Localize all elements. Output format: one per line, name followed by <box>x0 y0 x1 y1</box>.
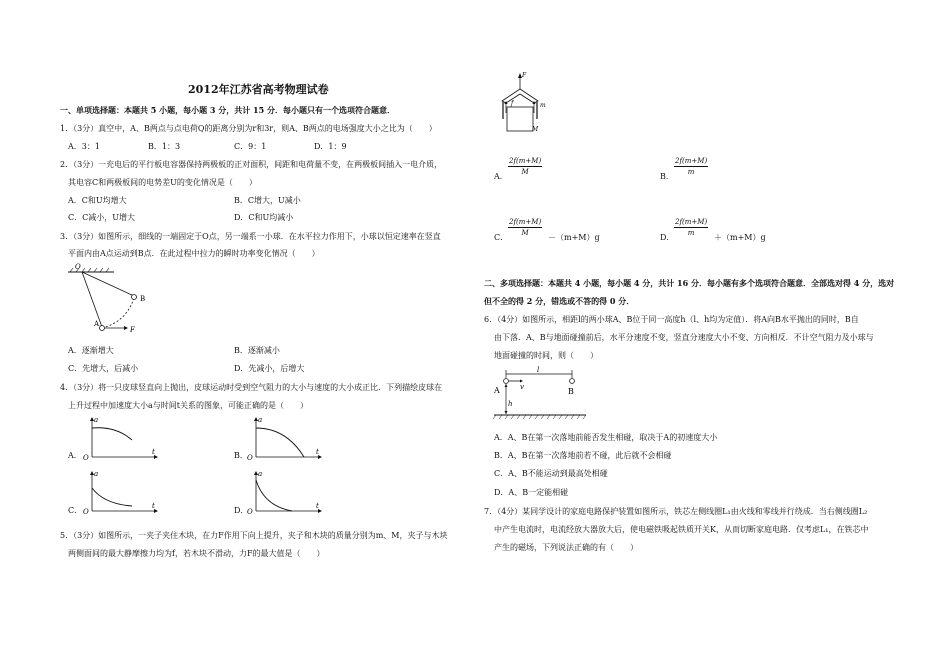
q5d-denominator: m <box>687 229 695 237</box>
q3-label-b: B <box>140 295 146 303</box>
q5-fig-label-F: F <box>522 72 527 79</box>
q5-option-c-tail: －（m+M）g <box>548 233 600 242</box>
q5d-numerator: 2f(m+M) <box>675 218 708 226</box>
q1-stem: 1．（3分）真空中，A、B两点与点电荷Q的距离分别为r和3r，则A、B两点的电场强度大小之比为（ ） <box>60 124 437 133</box>
q4d-origin-label: O <box>247 508 253 516</box>
q4b-axis-y-label: a <box>258 416 263 424</box>
q5-option-d-fraction <box>674 218 708 237</box>
q3-option-d: D．先减小，后增大 <box>234 364 305 373</box>
q5c-denominator: M <box>521 229 529 237</box>
q4d-axis-x-label: t <box>316 502 319 510</box>
q3-pendulum-figure <box>60 262 160 340</box>
section2-heading-line2: 但不全的得 2 分，错选或不答的得 0 分． <box>484 296 635 306</box>
q6-figure <box>490 364 590 424</box>
q1-option-a: A．3：1 <box>68 142 100 151</box>
q1-option-c: C．9：1 <box>234 142 267 151</box>
q5b-denominator: m <box>687 168 695 176</box>
q4-option-b: B． <box>234 451 248 460</box>
q5-option-a: A． <box>494 172 508 181</box>
section2-heading-line1: 二、多项选择题：本题共 4 小题，每小题 4 分，共计 16 分．每小题有多个选项符合题意．全部选对得 4 分，选对 <box>484 278 895 288</box>
q5c-numerator: 2f(m+M) <box>509 218 542 226</box>
q5-stem-line2: 两侧面间的最大静摩擦力均为f，若木块不滑动，力F的最大值是（ ） <box>68 549 325 558</box>
q4-graph-c <box>82 470 162 516</box>
q4b-axis-x-label: t <box>316 448 319 456</box>
q3-option-b: B．逐渐减小 <box>234 346 280 355</box>
q5b-numerator: 2f(m+M) <box>675 157 708 165</box>
q2-option-a: A．C和U均增大 <box>68 196 127 205</box>
q6-stem-line2: 由下落．A、B与地面碰撞前后，水平分速度不变，竖直分速度大小不变、方向相反．不计空气阻力及小球与 <box>494 333 874 342</box>
q6-label-h: h <box>508 400 513 408</box>
q4d-axis-y-label: a <box>258 470 263 478</box>
q7-stem-line1: 7．（4分）某同学设计的家庭电路保护装置如图所示，铁芯左侧线圈L₁由火线和零线并行绕成．当右侧线圈L₂ <box>484 507 868 516</box>
q5-clip-figure <box>490 71 550 137</box>
q5-option-d-tail: ＋（m+M）g <box>714 233 766 242</box>
q4-stem-line1: 4．（3分）将一只皮球竖直向上抛出，皮球运动时受到空气阻力的大小与速度的大小成正比．下列描绘皮球在 <box>60 383 443 392</box>
q2-stem-line2: 其电容C和两极板间的电势差U的变化情况是（ ） <box>68 178 257 187</box>
q6-label-l: l <box>537 366 540 374</box>
q7-stem-line3: 产生的磁场，下列说法正确的有（ ） <box>494 543 638 552</box>
q3-option-c: C．先增大，后减小 <box>68 364 139 373</box>
q5a-denominator: M <box>521 168 529 176</box>
q3-stem-line1: 3．（3分）如图所示，细线的一端固定于O点，另一端系一小球．在水平拉力作用下，小球以恒定速率在竖直 <box>60 232 441 241</box>
q1-option-d: D．1：9 <box>314 142 347 151</box>
q4-graph-b <box>246 416 326 462</box>
q4c-axis-y-label: a <box>94 470 99 478</box>
q5-option-b: B． <box>660 172 674 181</box>
q1-option-b: B．1：3 <box>148 142 181 151</box>
q4-graph-d <box>246 470 326 516</box>
q5-option-b-fraction <box>674 157 708 176</box>
q4a-origin-label: O <box>83 454 89 462</box>
q5-option-d: D． <box>660 233 675 242</box>
q5-option-c: C． <box>494 233 509 242</box>
q3-label-a: A <box>94 320 100 328</box>
q4c-origin-label: O <box>83 508 89 516</box>
q6-option-d: D．A、B一定能相碰 <box>494 488 569 497</box>
q4a-axis-x-label: t <box>152 448 155 456</box>
q4-option-c: C． <box>68 506 83 515</box>
q3-stem-line2: 平面内由A点运动到B点．在此过程中拉力的瞬时功率变化情况（ ） <box>68 249 320 258</box>
q4c-axis-x-label: t <box>152 502 155 510</box>
q4-option-d: D． <box>234 506 249 515</box>
q6-option-b: B．A、B在第一次落地前若不碰，此后就不会相碰 <box>494 451 672 460</box>
q2-stem-line1: 2．（3分）一充电后的平行板电容器保持两极板的正对面积，间距和电荷量不变，在两极板间插入一电介质， <box>60 160 443 169</box>
q5-option-c-fraction <box>508 218 542 237</box>
q6-stem-line3: 地面碰撞的时间，则（ ） <box>494 351 598 360</box>
q6-option-a: A．A、B在第一次落地前能否发生相碰，取决于A的初速度大小 <box>494 433 718 442</box>
q4a-axis-y-label: a <box>94 416 99 424</box>
q5a-numerator: 2f(m+M) <box>509 157 542 165</box>
q4-stem-line2: 上升过程中加速度大小a与时间t关系的图象，可能正确的是（ ） <box>68 401 308 410</box>
q2-option-b: B．C增大，U减小 <box>234 196 301 205</box>
q6-label-a: A <box>494 386 500 395</box>
q4-option-a: A． <box>68 451 82 460</box>
section1-heading: 一、单项选择题：本题共 5 小题，每小题 3 分，共计 15 分．每小题只有一个选项符合题意． <box>60 105 395 115</box>
q2-option-c: C．C减小，U增大 <box>68 213 135 222</box>
q5-fig-label-m: m <box>540 102 546 109</box>
q6-option-c: C．A、B不能运动到最高处相碰 <box>494 469 608 478</box>
q4b-origin-label: O <box>247 454 253 462</box>
q6-label-v: v <box>520 383 524 391</box>
q3-label-f: F <box>130 326 135 334</box>
q5-stem-line1: 5．（3分）如图所示，一夹子夹住木块，在力F作用下向上提升，夹子和木块的质量分别为m、M，夹子与木块 <box>60 531 448 540</box>
q5-option-a-fraction <box>508 157 542 176</box>
q5-fig-label-f: f <box>511 100 514 107</box>
q6-stem-line1: 6．（4分）如图所示，相距l的两小球A、B位于同一高度h（l、h均为定值）．将A向B水平抛出的同时，B自 <box>484 315 859 324</box>
q7-stem-line2: 中产生电流时，电流经放大器放大后，使电磁铁吸起铁质开关K，从而切断家庭电路．仅考虑L₁，在铁芯中 <box>494 525 869 534</box>
q3-label-o: O <box>75 263 81 271</box>
q4-graph-a <box>82 416 162 462</box>
q2-option-d: D．C和U均减小 <box>234 213 294 222</box>
q6-label-b: B <box>568 387 574 396</box>
q3-option-a: A．逐渐增大 <box>68 346 114 355</box>
q5-fig-label-M: M <box>532 126 539 133</box>
page-title: 2012年江苏省高考物理试卷 <box>188 83 329 96</box>
